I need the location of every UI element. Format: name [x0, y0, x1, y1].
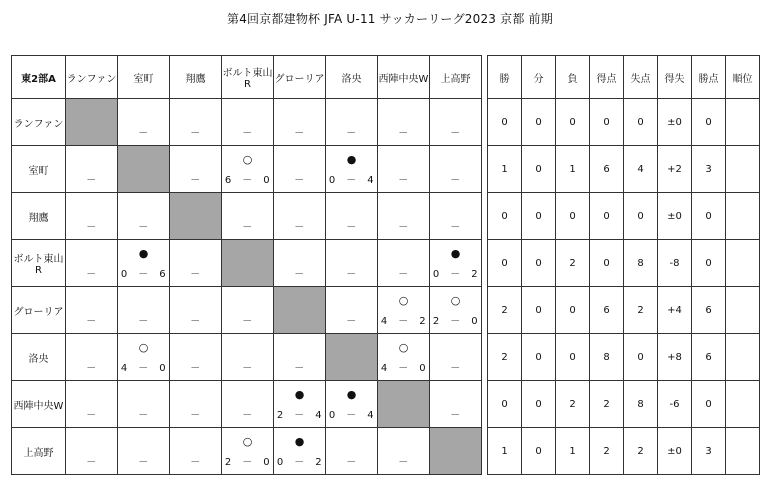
- stat-cell: 0: [624, 193, 658, 240]
- row-team-name: 上高野: [12, 428, 66, 475]
- stat-cell: 0: [522, 146, 556, 193]
- stat-cell: 0: [692, 193, 726, 240]
- row-team-name: 洛央: [12, 334, 66, 381]
- match-cell: [66, 146, 118, 193]
- stat-header: 得失: [658, 56, 692, 99]
- table-row: [12, 287, 760, 334]
- result-mark: ●: [346, 153, 357, 166]
- stat-cell: +2: [658, 146, 692, 193]
- self-match-cell: [222, 240, 274, 287]
- match-score: －: [190, 128, 201, 139]
- match-score: －: [242, 316, 253, 327]
- stat-cell: ±0: [658, 428, 692, 475]
- match-score: －: [294, 363, 305, 374]
- match-cell: [430, 146, 482, 193]
- stat-cell: 2: [556, 240, 590, 287]
- match-score: 0 － 2: [432, 269, 479, 280]
- stat-cell: +8: [658, 334, 692, 381]
- match-cell: [222, 99, 274, 146]
- match-score: －: [138, 128, 149, 139]
- stat-cell: 0: [556, 287, 590, 334]
- result-mark: ●: [294, 435, 305, 448]
- stat-cell: 0: [488, 240, 522, 287]
- result-mark: ○: [450, 294, 461, 307]
- match-cell: [66, 428, 118, 475]
- match-cell: [118, 428, 170, 475]
- stat-cell: +4: [658, 287, 692, 334]
- stat-cell: 6: [692, 334, 726, 381]
- match-score: －: [190, 410, 201, 421]
- match-cell: [430, 334, 482, 381]
- match-score: －: [398, 269, 409, 280]
- match-cell: [274, 193, 326, 240]
- stat-cell: 6: [692, 287, 726, 334]
- stat-cell: 0: [488, 193, 522, 240]
- match-score: －: [398, 457, 409, 468]
- column-team-header: 上高野: [430, 56, 482, 99]
- page-title: 第4回京都建物杯 JFA U-11 サッカーリーグ2023 京都 前期: [227, 12, 553, 26]
- result-mark: ●: [294, 388, 305, 401]
- stat-cell: 0: [522, 99, 556, 146]
- column-team-header: ランファン: [66, 56, 118, 99]
- stat-cell: 2: [488, 334, 522, 381]
- row-team-name: ボルト東山R: [12, 240, 66, 287]
- group-label: 東2部A: [12, 56, 66, 99]
- stat-cell: 0: [556, 334, 590, 381]
- result-mark: ○: [138, 341, 149, 354]
- match-score: 0 － 6: [120, 269, 167, 280]
- stat-cell: 0: [522, 381, 556, 428]
- match-score: 2 － 0: [224, 457, 271, 468]
- row-team-name: ランファン: [12, 99, 66, 146]
- match-score: －: [450, 128, 461, 139]
- match-score: －: [294, 222, 305, 233]
- stat-cell: ±0: [658, 99, 692, 146]
- stat-cell: [726, 99, 760, 146]
- stat-cell: 6: [590, 287, 624, 334]
- match-score: －: [190, 175, 201, 186]
- match-score: －: [242, 363, 253, 374]
- row-team-name: 翔鷹: [12, 193, 66, 240]
- match-cell: [430, 287, 482, 334]
- stat-cell: 8: [624, 240, 658, 287]
- match-score: －: [242, 222, 253, 233]
- match-cell: [326, 193, 378, 240]
- match-cell: [274, 381, 326, 428]
- stat-header: 失点: [624, 56, 658, 99]
- match-cell: [430, 240, 482, 287]
- match-score: 4 － 0: [380, 363, 427, 374]
- match-score: －: [138, 316, 149, 327]
- result-mark: ○: [398, 294, 409, 307]
- result-mark: ○: [242, 153, 253, 166]
- match-cell: [274, 146, 326, 193]
- match-score: －: [86, 316, 97, 327]
- match-score: －: [294, 175, 305, 186]
- match-cell: [222, 146, 274, 193]
- table-row: [12, 193, 760, 240]
- stat-cell: 1: [556, 146, 590, 193]
- stat-cell: 0: [590, 240, 624, 287]
- result-mark: ○: [242, 435, 253, 448]
- column-team-header: グローリア: [274, 56, 326, 99]
- match-cell: [326, 146, 378, 193]
- match-score: －: [242, 128, 253, 139]
- match-cell: [378, 193, 430, 240]
- match-score: －: [346, 269, 357, 280]
- stat-cell: 0: [488, 381, 522, 428]
- stat-header: 負: [556, 56, 590, 99]
- stat-cell: 3: [692, 428, 726, 475]
- match-score: 0 － 2: [276, 457, 323, 468]
- match-cell: [66, 381, 118, 428]
- match-score: －: [398, 128, 409, 139]
- match-cell: [378, 99, 430, 146]
- stat-header: 分: [522, 56, 556, 99]
- match-cell: [118, 287, 170, 334]
- match-score: －: [398, 222, 409, 233]
- match-score: －: [86, 457, 97, 468]
- stat-cell: 0: [556, 99, 590, 146]
- match-score: －: [294, 269, 305, 280]
- stat-cell: 0: [692, 381, 726, 428]
- match-cell: [118, 381, 170, 428]
- match-cell: [326, 99, 378, 146]
- match-score: －: [346, 128, 357, 139]
- match-score: －: [138, 410, 149, 421]
- match-cell: [378, 428, 430, 475]
- column-team-header: ボルト東山R: [222, 56, 274, 99]
- match-score: 4 － 2: [380, 316, 427, 327]
- column-team-header: 翔鷹: [170, 56, 222, 99]
- column-team-header: 西陣中央W: [378, 56, 430, 99]
- match-cell: [170, 99, 222, 146]
- match-score: 0 － 4: [328, 175, 375, 186]
- match-cell: [326, 287, 378, 334]
- match-score: －: [190, 316, 201, 327]
- match-score: －: [138, 457, 149, 468]
- stat-cell: 2: [488, 287, 522, 334]
- match-cell: [118, 334, 170, 381]
- match-cell: [274, 240, 326, 287]
- match-cell: [326, 381, 378, 428]
- stat-header: 順位: [726, 56, 760, 99]
- match-cell: [326, 428, 378, 475]
- stat-cell: 0: [522, 193, 556, 240]
- self-match-cell: [326, 334, 378, 381]
- stat-cell: 0: [692, 240, 726, 287]
- match-score: －: [398, 175, 409, 186]
- match-score: －: [86, 410, 97, 421]
- stat-cell: ±0: [658, 193, 692, 240]
- match-cell: [274, 99, 326, 146]
- stat-header: 得点: [590, 56, 624, 99]
- table-row: [12, 146, 760, 193]
- match-score: －: [346, 316, 357, 327]
- stat-cell: 0: [692, 99, 726, 146]
- table-row: [12, 99, 760, 146]
- row-team-name: 室町: [12, 146, 66, 193]
- match-score: －: [450, 222, 461, 233]
- stat-cell: [726, 381, 760, 428]
- match-cell: [118, 240, 170, 287]
- match-score: －: [190, 363, 201, 374]
- stat-cell: 0: [590, 99, 624, 146]
- match-cell: [66, 240, 118, 287]
- match-cell: [430, 99, 482, 146]
- stat-cell: 1: [556, 428, 590, 475]
- match-score: －: [346, 222, 357, 233]
- match-cell: [326, 240, 378, 287]
- match-cell: [170, 287, 222, 334]
- match-score: －: [242, 410, 253, 421]
- stat-cell: [726, 287, 760, 334]
- table-row: [12, 240, 760, 287]
- match-cell: [66, 334, 118, 381]
- match-cell: [170, 428, 222, 475]
- match-score: －: [86, 222, 97, 233]
- stat-cell: 2: [624, 287, 658, 334]
- match-score: －: [138, 222, 149, 233]
- match-score: －: [346, 457, 357, 468]
- match-score: －: [450, 363, 461, 374]
- result-mark: ●: [138, 247, 149, 260]
- stat-cell: 0: [590, 193, 624, 240]
- table-row: [12, 428, 760, 475]
- stat-cell: 0: [522, 428, 556, 475]
- table-row: [12, 334, 760, 381]
- stat-cell: [726, 240, 760, 287]
- row-team-name: 西陣中央W: [12, 381, 66, 428]
- result-mark: ○: [398, 341, 409, 354]
- match-cell: [66, 193, 118, 240]
- league-table: [11, 55, 760, 475]
- stat-header: 勝点: [692, 56, 726, 99]
- match-cell: [378, 146, 430, 193]
- match-score: －: [450, 410, 461, 421]
- match-score: 6 － 0: [224, 175, 271, 186]
- stat-cell: 0: [522, 287, 556, 334]
- stat-cell: 8: [590, 334, 624, 381]
- match-cell: [222, 287, 274, 334]
- match-score: 4 － 0: [120, 363, 167, 374]
- stat-cell: 1: [488, 428, 522, 475]
- stat-cell: 8: [624, 381, 658, 428]
- self-match-cell: [118, 146, 170, 193]
- match-cell: [170, 146, 222, 193]
- match-cell: [274, 428, 326, 475]
- match-cell: [118, 99, 170, 146]
- column-team-header: 洛央: [326, 56, 378, 99]
- match-cell: [66, 287, 118, 334]
- match-cell: [430, 193, 482, 240]
- match-cell: [222, 428, 274, 475]
- column-team-header: 室町: [118, 56, 170, 99]
- stat-cell: 2: [624, 428, 658, 475]
- stat-cell: 0: [624, 334, 658, 381]
- header-row: [12, 56, 760, 99]
- match-score: －: [86, 363, 97, 374]
- match-score: －: [190, 269, 201, 280]
- stat-cell: 2: [556, 381, 590, 428]
- stat-cell: 4: [624, 146, 658, 193]
- stat-cell: 2: [590, 381, 624, 428]
- match-cell: [170, 240, 222, 287]
- match-score: 0 － 4: [328, 410, 375, 421]
- table-row: [12, 381, 760, 428]
- match-score: －: [190, 457, 201, 468]
- stat-cell: 3: [692, 146, 726, 193]
- match-score: 2 － 0: [432, 316, 479, 327]
- stat-cell: [726, 146, 760, 193]
- stat-cell: [726, 428, 760, 475]
- match-cell: [222, 381, 274, 428]
- self-match-cell: [66, 99, 118, 146]
- match-cell: [378, 334, 430, 381]
- match-score: －: [86, 269, 97, 280]
- stat-cell: 0: [488, 99, 522, 146]
- stat-cell: 6: [590, 146, 624, 193]
- match-cell: [118, 193, 170, 240]
- stat-cell: -6: [658, 381, 692, 428]
- stat-header: 勝: [488, 56, 522, 99]
- match-score: －: [450, 175, 461, 186]
- match-cell: [430, 381, 482, 428]
- stat-cell: 0: [522, 240, 556, 287]
- match-score: －: [86, 175, 97, 186]
- self-match-cell: [170, 193, 222, 240]
- stat-cell: [726, 334, 760, 381]
- result-mark: ●: [450, 247, 461, 260]
- stat-cell: 0: [556, 193, 590, 240]
- match-cell: [170, 381, 222, 428]
- stat-cell: 1: [488, 146, 522, 193]
- self-match-cell: [274, 287, 326, 334]
- stat-cell: 0: [522, 334, 556, 381]
- stat-cell: -8: [658, 240, 692, 287]
- match-score: －: [294, 128, 305, 139]
- match-cell: [378, 287, 430, 334]
- match-cell: [378, 240, 430, 287]
- result-mark: ●: [346, 388, 357, 401]
- match-cell: [274, 334, 326, 381]
- match-cell: [222, 334, 274, 381]
- stat-cell: 2: [590, 428, 624, 475]
- self-match-cell: [430, 428, 482, 475]
- stat-cell: 0: [624, 99, 658, 146]
- match-score: 2 － 4: [276, 410, 323, 421]
- stat-cell: [726, 193, 760, 240]
- match-cell: [222, 193, 274, 240]
- match-cell: [170, 334, 222, 381]
- row-team-name: グローリア: [12, 287, 66, 334]
- self-match-cell: [378, 381, 430, 428]
